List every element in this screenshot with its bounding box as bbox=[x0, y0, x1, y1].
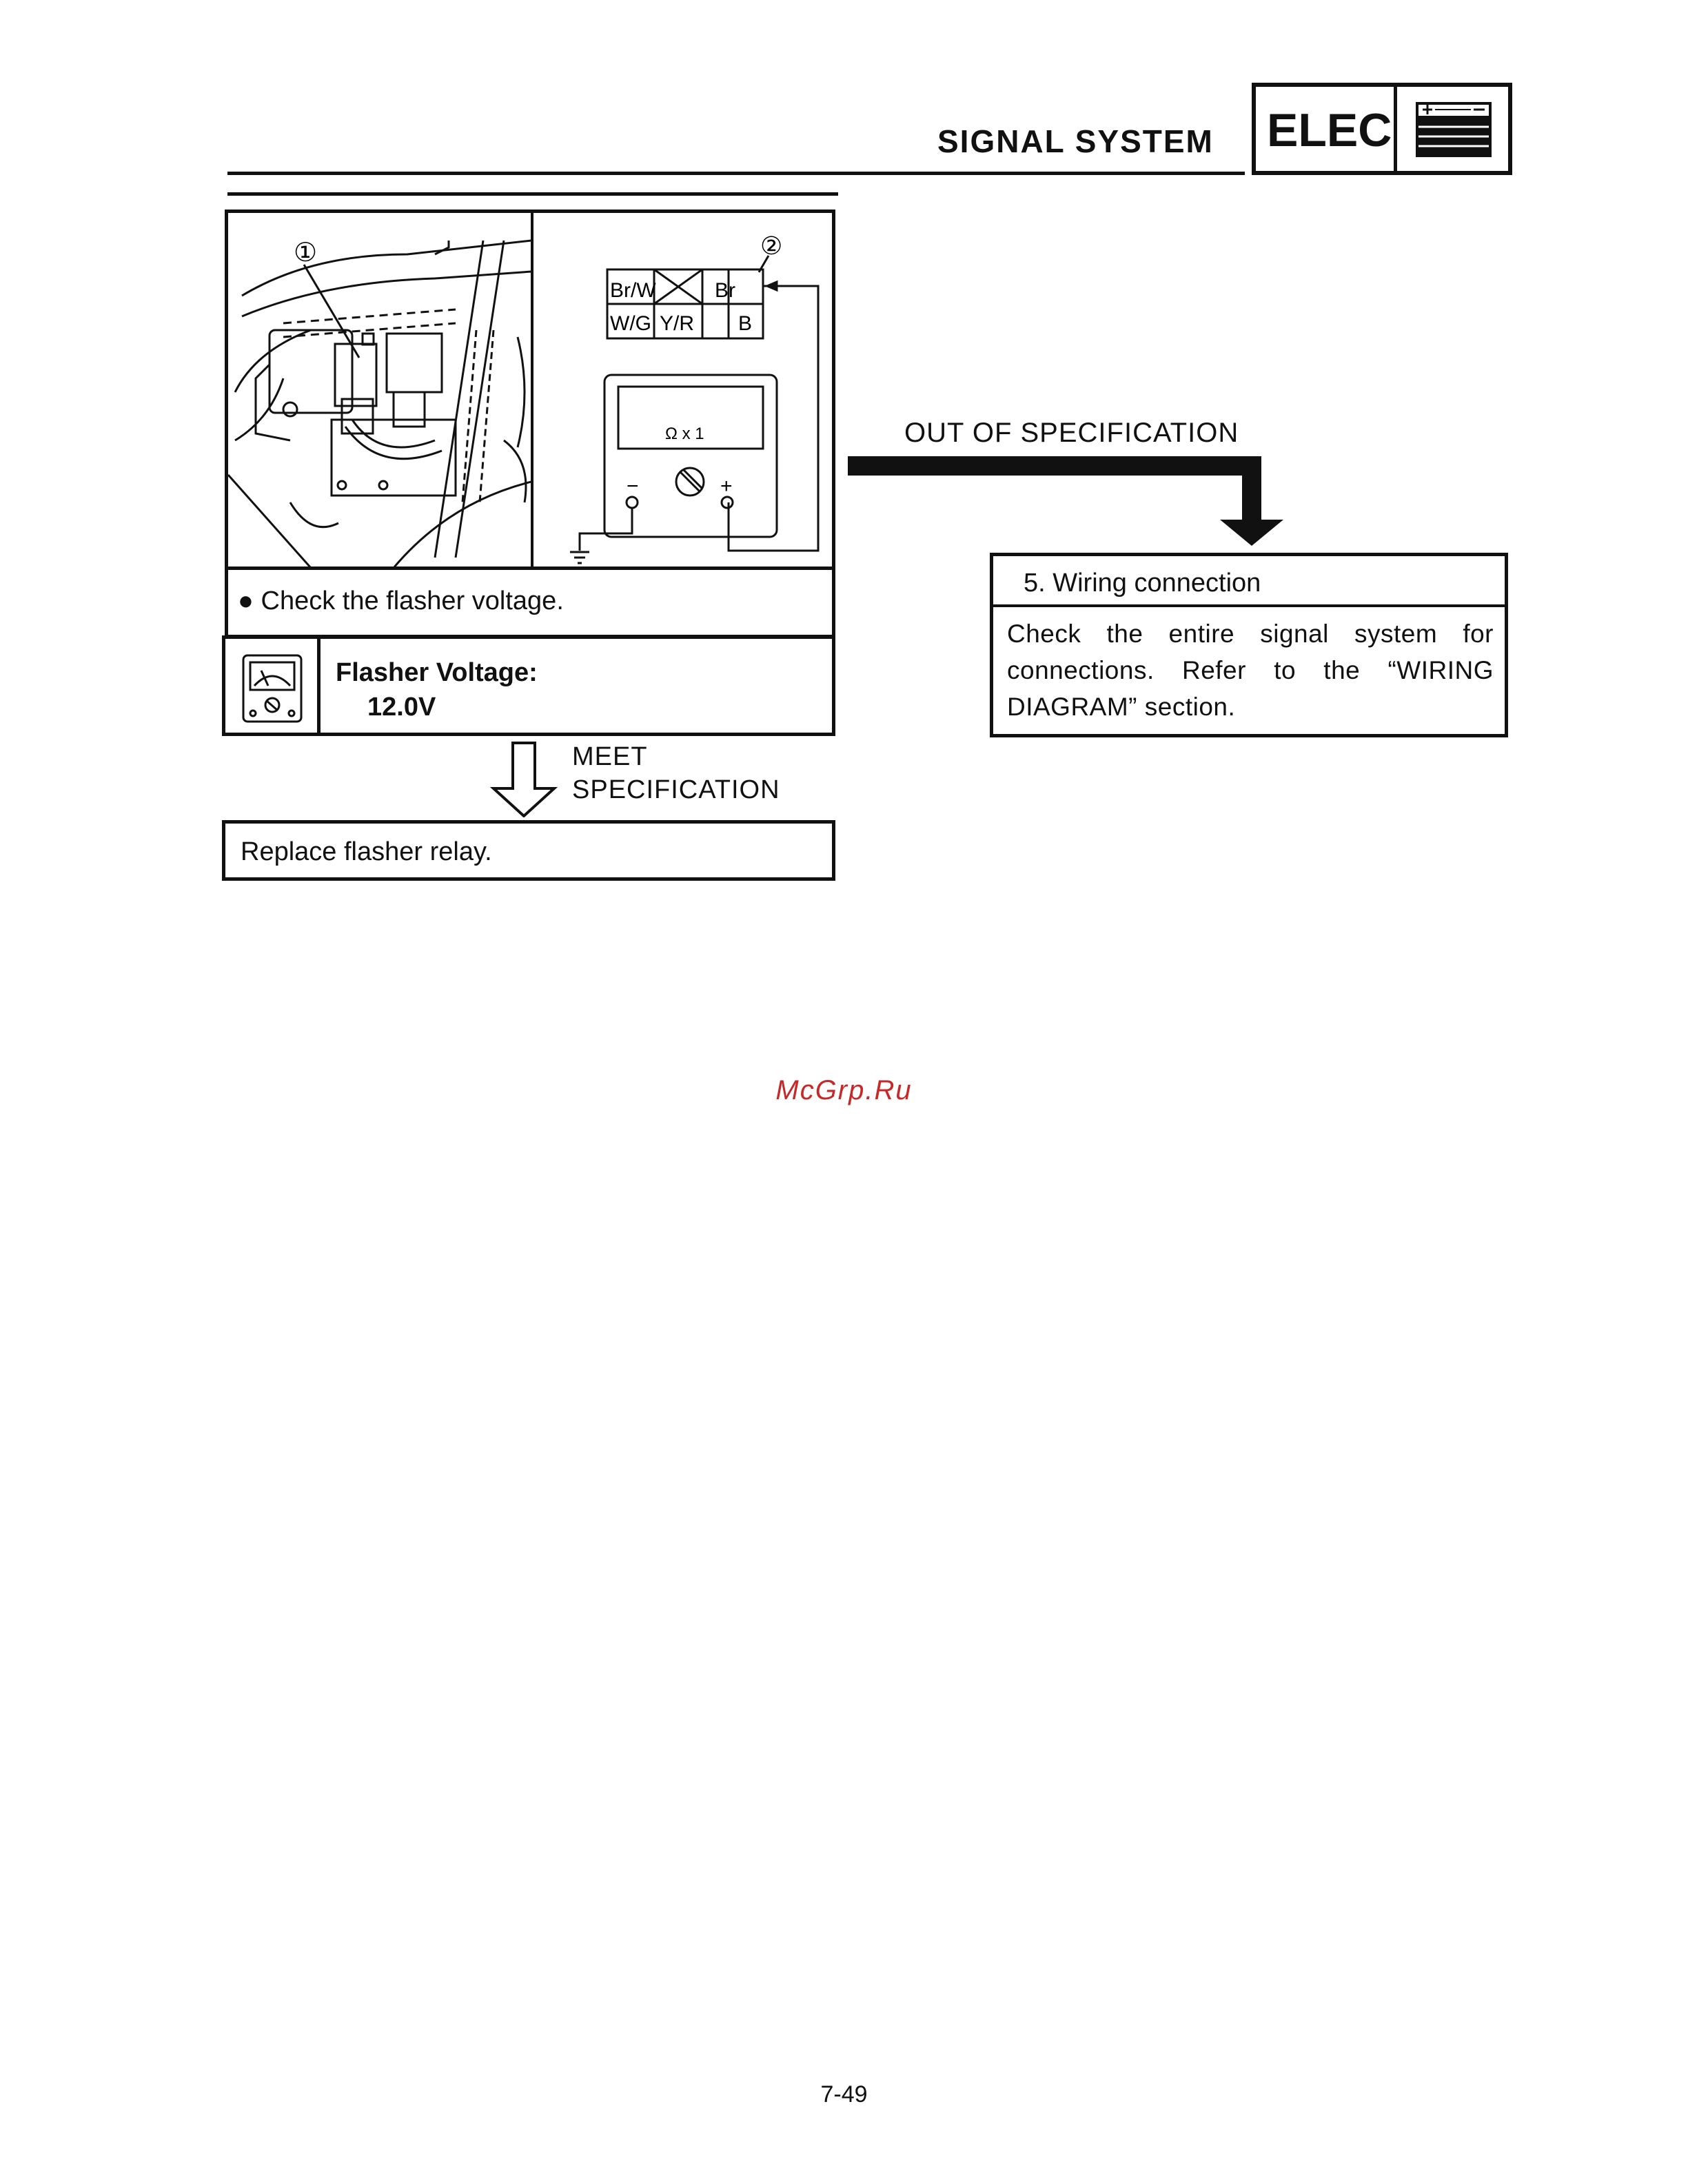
illustration-divider bbox=[531, 210, 533, 568]
watermark: McGrp.Ru bbox=[775, 1075, 913, 1105]
pin-y-r: Y/R bbox=[660, 312, 695, 335]
spec-value: 12.0V bbox=[367, 693, 436, 722]
callout-1: ① bbox=[294, 238, 318, 267]
callout-2: ② bbox=[760, 232, 783, 260]
illustration-top-rule bbox=[227, 192, 838, 196]
pin-br-w: Br/W bbox=[610, 279, 656, 302]
elec-label: ELEC bbox=[1267, 104, 1392, 156]
bullet: ● bbox=[238, 586, 254, 615]
meter-minus: − bbox=[627, 475, 639, 498]
illustration-frame bbox=[225, 210, 835, 568]
meter-range: Ω x 1 bbox=[665, 425, 704, 443]
meet-specification-label bbox=[572, 740, 780, 806]
pin-br: Br bbox=[715, 279, 735, 302]
pin-b: B bbox=[738, 312, 753, 335]
elec-badge bbox=[1252, 83, 1512, 175]
spec-label: Flasher Voltage: bbox=[336, 658, 538, 687]
wiring-body: Check the entire signal system for connections. Refer to the “WIRING DIAGRAM” section. bbox=[1007, 620, 1494, 721]
meet-line-1: MEET bbox=[572, 742, 648, 771]
check-text: Check the flasher voltage. bbox=[261, 586, 564, 615]
header-rule bbox=[227, 172, 1245, 175]
meter-plus: + bbox=[720, 475, 733, 498]
wiring-title: 5. Wiring connection bbox=[993, 556, 1505, 607]
replace-step: Replace flasher relay. bbox=[222, 820, 835, 881]
page-number: 7-49 bbox=[820, 2081, 868, 2108]
pocket-tester-icon bbox=[241, 653, 304, 724]
wiring-connection-box bbox=[990, 553, 1508, 737]
pin-w-g: W/G bbox=[610, 312, 651, 335]
meet-arrow-icon bbox=[489, 740, 558, 817]
out-of-spec-arrow-icon bbox=[848, 453, 1289, 550]
check-step bbox=[225, 567, 835, 638]
meet-line-2: SPECIFICATION bbox=[572, 775, 780, 804]
spec-icon-cell bbox=[225, 639, 321, 733]
tester-diagram bbox=[536, 213, 832, 568]
battery-icon bbox=[1416, 102, 1492, 157]
badge-divider bbox=[1394, 87, 1397, 171]
relay-location-drawing bbox=[228, 213, 531, 568]
spec-box bbox=[222, 635, 835, 736]
out-of-spec-label: OUT OF SPECIFICATION bbox=[904, 418, 1239, 448]
section-title: SIGNAL SYSTEM bbox=[937, 123, 1214, 159]
